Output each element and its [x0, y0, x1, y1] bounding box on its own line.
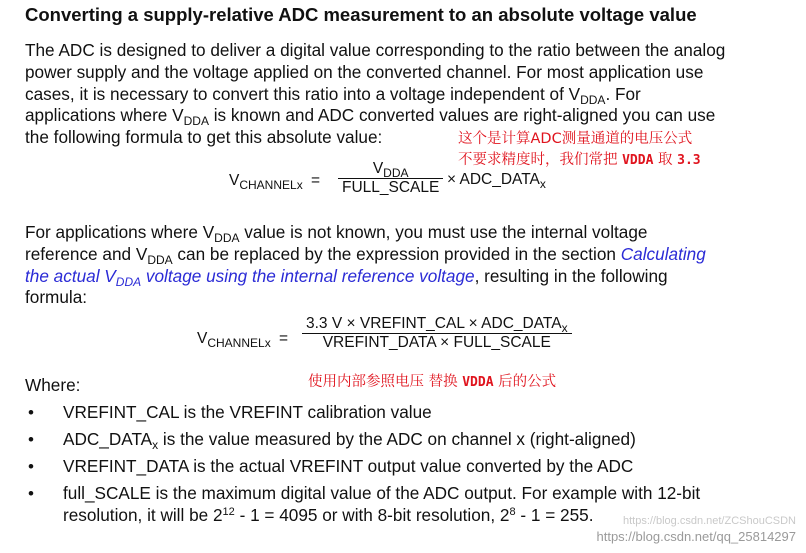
text-line: reference and $V_{DDA}$ can be replaced by the expression provided in the section Calculating [25, 243, 706, 267]
watermark: https://blog.csdn.net/ZCShouCSDN https://blog.csdn.net/qq_25814297 [596, 515, 796, 544]
text-line: the following formula to get this absolute value: [25, 127, 383, 148]
text-line: power supply and the voltage applied on the converted channel. For most application use [25, 61, 704, 82]
text-line: the actual $V_{DDA}$ voltage using the internal reference voltage, resulting in the following [25, 265, 668, 289]
where-label: Where: [25, 375, 81, 395]
formula-known-vdda-lhs: $V_{CHANNELx}$ = [229, 172, 321, 192]
bullet-marker: • [28, 484, 34, 503]
annotation-vdda-note: 不要求精度时，我们常把 VDDA 取 3.3 [458, 152, 701, 168]
annotation-vrefint-note: 使用内部参照电压 替换 VDDA 后的公式 [308, 374, 557, 390]
bullet-marker: • [28, 457, 34, 476]
section-title: Converting a supply-relative ADC measurement to an absolute voltage value [25, 4, 697, 25]
formula-known-vdda-rhs: × $ADC\_DATA_x$ [447, 171, 546, 191]
text-line: applications where $V_{DDA}$ is known and ADC converted values are right-aligned you can use [25, 105, 716, 129]
formula-vrefint-lhs: $V_{CHANNELx}$ = [197, 330, 289, 350]
text-line: The ADC is designed to deliver a digital value corresponding to the ratio between the analog [25, 40, 726, 60]
list-item: $ADC\_DATA_x$ is the value measured by the ADC on channel x (right-aligned) [63, 429, 636, 452]
bullet-marker: • [28, 403, 34, 422]
unknown-vdda-paragraph [25, 222, 706, 309]
text-line: cases, it is necessary to convert this ratio into a voltage independent of $V_{DDA}$. For [25, 83, 641, 107]
annotation-formula-note: 这个是计算ADC测量通道的电压公式 [458, 131, 693, 147]
formula-vrefint-fraction: 3.3 V × VREFINT_CAL × $ADC\_DATA_x$ VREFINT_DATA × FULL_SCALE [302, 315, 572, 352]
list-item: VREFINT_CAL is the VREFINT calibration value [63, 402, 432, 422]
text-line: For applications where $V_{DDA}$ value is not known, you must use the internal voltage [25, 222, 648, 245]
text-line: formula: [25, 287, 88, 308]
bullet-marker: • [28, 430, 34, 449]
list-item: VREFINT_DATA is the actual VREFINT output value converted by the ADC [63, 456, 634, 476]
formula-known-vdda-fraction: $V_{DDA}$ FULL_SCALE [338, 160, 443, 197]
section-link[interactable]: Calculating [620, 243, 706, 264]
list-item: full_SCALE is the maximum digital value of the ADC output. For example with 12-bit resolution, it will be $2^{12} - 1 = 4095$ or with 8-bit resolution, $2^8 - 1 = 255$. [63, 483, 701, 525]
section-link-cont[interactable]: the actual $V_{DDA}$ voltage using the internal reference voltage [25, 265, 475, 289]
